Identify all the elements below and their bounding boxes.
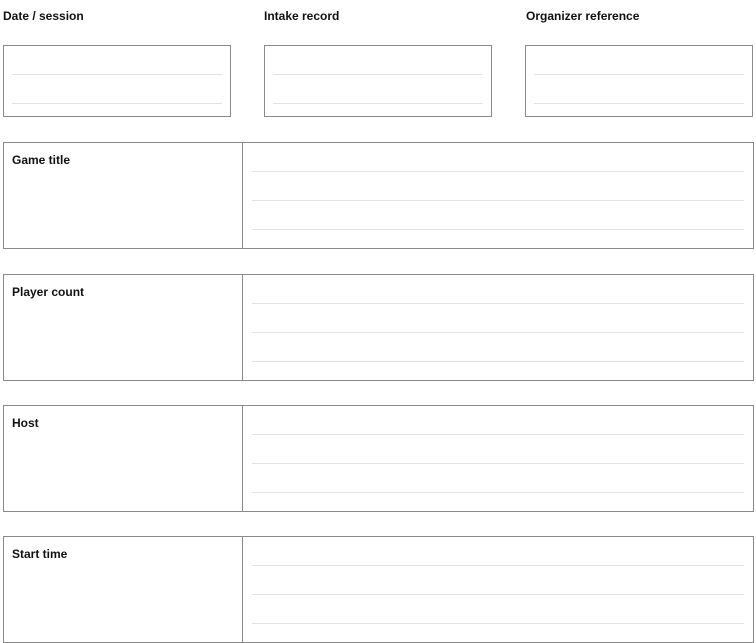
writing-line xyxy=(252,171,744,172)
intake-record-label: Intake record xyxy=(264,9,340,23)
field-row-game-title xyxy=(3,142,754,249)
writing-line xyxy=(252,229,744,230)
field-row-host xyxy=(3,405,754,512)
field-label-cell xyxy=(4,406,243,511)
writing-line xyxy=(252,332,744,333)
host-entry[interactable] xyxy=(243,406,753,511)
game-title-entry[interactable] xyxy=(243,143,753,248)
writing-line xyxy=(12,103,222,104)
date-session-field[interactable] xyxy=(3,45,231,117)
start-time-entry[interactable] xyxy=(243,537,753,642)
field-row-start-time xyxy=(3,536,754,643)
field-label-cell xyxy=(4,275,243,380)
writing-line xyxy=(252,361,744,362)
writing-line xyxy=(534,74,744,75)
host-label: Host xyxy=(12,416,39,430)
intake-record-field[interactable] xyxy=(264,45,492,117)
field-label-cell xyxy=(4,143,243,248)
writing-line xyxy=(252,492,744,493)
writing-line xyxy=(273,74,483,75)
player-count-label: Player count xyxy=(12,285,85,299)
field-label-cell xyxy=(4,537,243,642)
writing-line xyxy=(252,434,744,435)
date-session-label: Date / session xyxy=(3,9,84,23)
writing-line xyxy=(252,463,744,464)
player-count-entry[interactable] xyxy=(243,275,753,380)
writing-line xyxy=(252,623,744,624)
writing-line xyxy=(252,303,744,304)
start-time-label: Start time xyxy=(12,547,68,561)
writing-line xyxy=(273,103,483,104)
organizer-reference-field[interactable] xyxy=(525,45,753,117)
writing-line xyxy=(534,103,744,104)
writing-line xyxy=(252,594,744,595)
game-title-label: Game title xyxy=(12,153,71,167)
writing-line xyxy=(252,200,744,201)
field-row-player-count xyxy=(3,274,754,381)
writing-line xyxy=(252,565,744,566)
writing-line xyxy=(12,74,222,75)
organizer-reference-label: Organizer reference xyxy=(526,9,640,23)
